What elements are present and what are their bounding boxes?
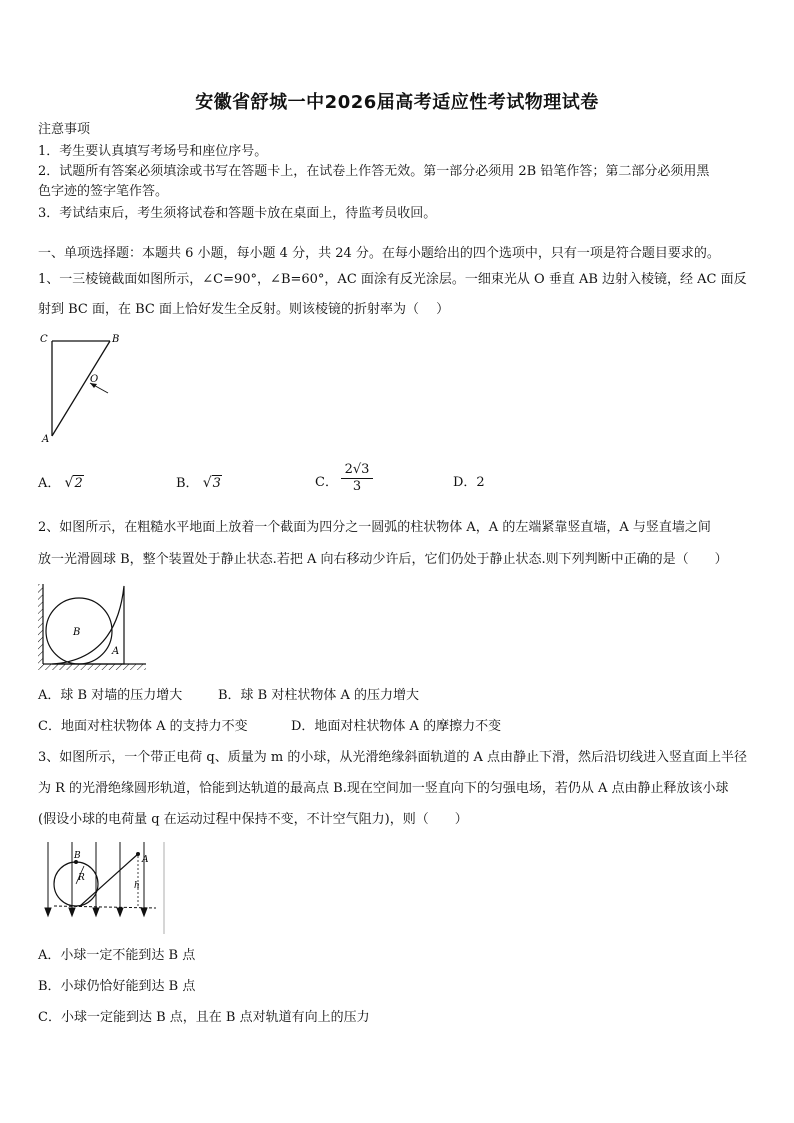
page-title: 安徽省舒城一中2026届高考适应性考试物理试卷 (195, 92, 599, 113)
q1-fig-label-b: B (112, 334, 120, 345)
notes-item-2a: 2．试题所有答案必须填涂或书写在答题卡上，在试卷上作答无效。第一部分必须用 2B 铅笔作答；第二部分必须用黑 (38, 164, 710, 179)
q3-figure (38, 838, 170, 936)
q1-stem-line1: 1、一三棱镜截面如图所示，∠C=90°，∠B=60°，AC 面涂有反光涂层。一细束光从 O 垂直 AB 边射入棱镜，经 AC 面反 (38, 272, 747, 287)
q2-option-b: B．球 B 对柱状物体 A 的压力增大 (218, 688, 420, 703)
q1-fig-label-a: A (42, 434, 50, 445)
q2-stem-line2: 放一光滑圆球 B，整个装置处于静止状态.若把 A 向右移动少许后，它们仍处于静止状态.则下列判断中正确的是（ ） (38, 552, 728, 567)
q1-option-a-value: 2 (74, 476, 83, 491)
q3-fig-label-h: h (134, 881, 140, 891)
notes-item-3: 3．考试结束后，考生须将试卷和答题卡放在桌面上，待监考员收回。 (38, 206, 437, 221)
q1-fig-label-c: C (40, 334, 48, 345)
q2-stem-line1: 2、如图所示，在粗糙水平地面上放着一个截面为四分之一圆弧的柱状物体 A，A 的左端紧靠竖直墙，A 与竖直墙之间 (38, 520, 711, 535)
q3-fig-label-b: B (74, 851, 81, 861)
q2-option-d: D．地面对柱状物体 A 的摩擦力不变 (291, 719, 502, 734)
q2-fig-label-b: B (73, 627, 81, 638)
q3-option-a: A．小球一定不能到达 B 点 (38, 948, 196, 963)
q1-option-a (38, 474, 84, 493)
sqrt-symbol: √ (64, 475, 74, 491)
q2-figure (36, 580, 148, 672)
q3-fig-label-a: A (142, 855, 149, 865)
q1-option-c-numerator: 2√3 (341, 462, 373, 479)
q1-option-c-denominator: 3 (352, 479, 362, 494)
q3-fig-label-r: R (78, 873, 85, 883)
q1-option-d: D．2 (453, 475, 485, 490)
sqrt-symbol: √ (202, 475, 212, 491)
section-heading: 一、单项选择题：本题共 6 小题，每小题 4 分，共 24 分。在每小题给出的四个选项中，只有一项是符合题目要求的。 (38, 246, 720, 261)
q3-stem-line3: (假设小球的电荷量 q 在运动过程中保持不变，不计空气阻力)，则（ ） (38, 812, 468, 827)
q1-option-a-label: A． (38, 476, 61, 491)
q1-stem-line2: 射到 BC 面，在 BC 面上恰好发生全反射。则该棱镜的折射率为（ ） (38, 302, 450, 317)
q1-fig-label-o: O (90, 374, 99, 385)
q3-option-b: B．小球仍恰好能到达 B 点 (38, 979, 196, 994)
q2-option-c: C．地面对柱状物体 A 的支持力不变 (38, 719, 248, 734)
q1-option-b-value: 3 (212, 476, 221, 491)
q3-option-c: C．小球一定能到达 B 点，且在 B 点对轨道有向上的压力 (38, 1010, 370, 1025)
notes-item-1: 1．考生要认真填写考场号和座位序号。 (38, 144, 268, 159)
q1-option-b (176, 474, 222, 493)
q1-prism-figure (36, 328, 126, 448)
notes-item-2b: 色字迹的签字笔作答。 (38, 184, 169, 199)
q2-fig-label-a: A (112, 646, 120, 657)
notes-heading: 注意事项 (38, 122, 91, 137)
q2-option-a: A．球 B 对墙的压力增大 (38, 688, 183, 703)
q1-option-c-label: C． (315, 475, 338, 490)
q3-stem-line1: 3、如图所示，一个带正电荷 q、质量为 m 的小球，从光滑绝缘斜面轨道的 A 点由静止下滑，然后沿切线进入竖直面上半径 (38, 750, 747, 765)
q1-option-c-fraction (341, 462, 373, 495)
q3-stem-line2: 为 R 的光滑绝缘圆形轨道，恰能到达轨道的最高点 B.现在空间加一竖直向下的匀强电场，若仍从 A 点由静止释放该小球 (38, 781, 729, 796)
q1-option-b-label: B． (176, 476, 199, 491)
